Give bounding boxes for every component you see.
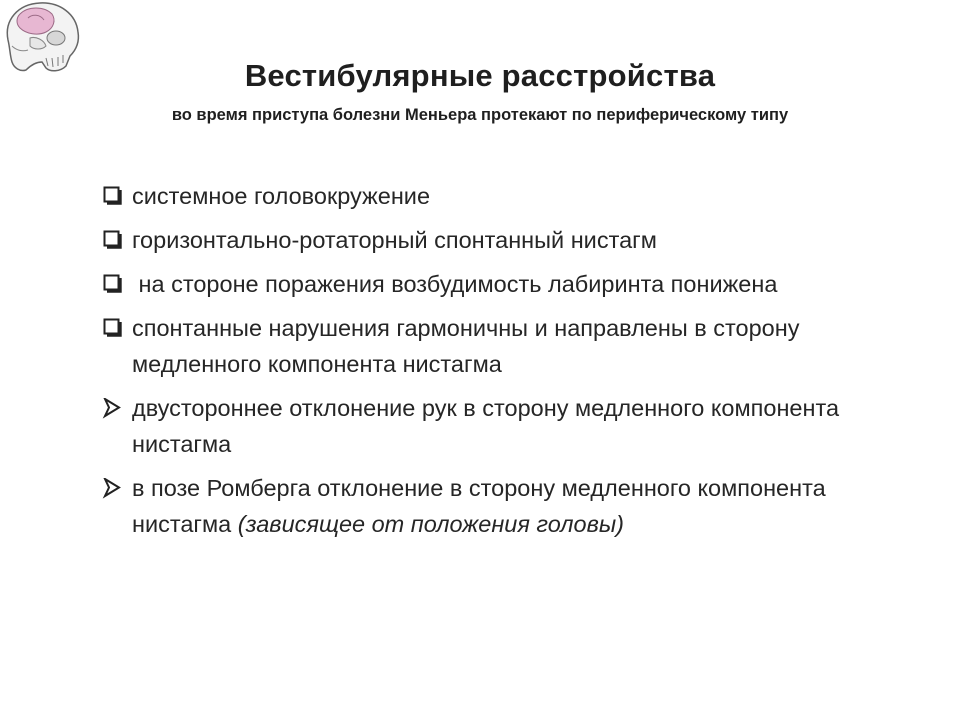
slide-title: Вестибулярные расстройства (244, 58, 716, 93)
list-item-text: двустороннее отклонение рук в сторону медленного компонента нистагма (132, 395, 840, 457)
list-item-note: (зависящее от положения головы) (237, 511, 624, 537)
checkbox-bullet-icon (100, 266, 126, 302)
slide-subtitle: во время приступа болезни Меньера протекают по периферическому типу (171, 106, 789, 124)
list-item-text: системное головокружение (132, 183, 431, 209)
list-item (100, 310, 890, 382)
list-item-text: спонтанные нарушения гармоничны и направлены в сторону медленного компонента нистагма (132, 315, 800, 377)
list-item (100, 266, 890, 302)
checkbox-bullet-icon (100, 310, 126, 346)
list-item-text: на стороне поражения возбудимость лабиринта понижена (132, 271, 778, 297)
list-item-text: в позе Ромберга отклонение в сторону медленного компонента нистагма (132, 475, 833, 537)
checkbox-bullet-icon (100, 222, 126, 258)
list-item (100, 222, 890, 258)
list-item (100, 470, 890, 542)
arrow-bullet-icon (100, 390, 126, 426)
checkbox-bullet-icon (100, 178, 126, 214)
list-item (100, 178, 890, 214)
symptom-list (100, 178, 890, 550)
arrow-bullet-icon (100, 470, 126, 506)
list-item-text: горизонтально-ротаторный спонтанный нистагм (132, 227, 657, 253)
list-item (100, 390, 890, 462)
